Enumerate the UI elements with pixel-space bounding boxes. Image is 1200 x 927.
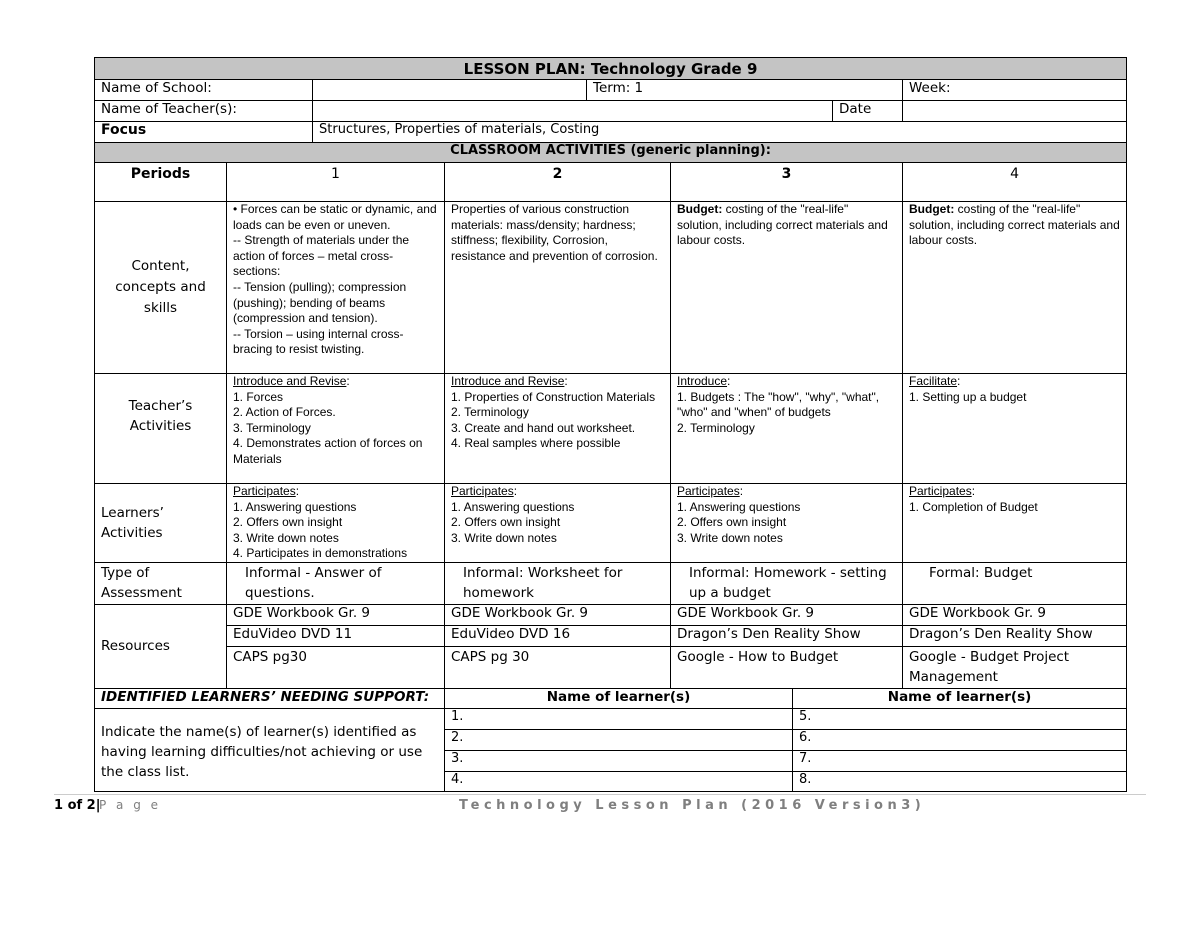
activity-item: 3. Write down notes [233,530,339,545]
resource-cell: GDE Workbook Gr. 9 [445,604,671,625]
content-text: costing of the "real-life" solution, including correct materials and labour costs. [677,202,888,248]
activity-heading: Introduce [677,374,728,388]
activity-heading: Facilitate [909,374,958,388]
learner-slot-5[interactable]: 5. [793,708,1127,729]
footer-divider [54,794,1146,795]
content-text: costing of the "real-life" solution, including correct materials and labour costs. [909,202,1120,248]
teacher-label: Name of Teacher(s): [95,101,313,122]
content-period-4 [903,202,1127,374]
learner-activities-period-2: Participates: 1. Answering questions 2. Offers own insight 3. Write down notes [445,484,671,563]
teacher-activities-label: Teacher’s Activities [95,374,227,484]
date-label: Date [833,101,903,122]
assessment-period-1: Informal - Answer of questions. [227,562,445,604]
learner-activities-period-4: Participates: 1. Completion of Budget [903,484,1127,563]
lesson-plan-table [94,57,1127,792]
content-line: • Forces can be static or dynamic, and loads can be even or uneven. [233,202,437,232]
teacher-activities-period-1: Introduce and Revise: 1. Forces 2. Action of Forces. 3. Terminology 4. Demonstrates action of forces on Materials [227,374,445,484]
activity-item: 4. Participates in demonstrations [233,546,408,561]
term-field[interactable]: Term: 1 [587,80,903,101]
activity-item: 2. Terminology [451,405,529,420]
content-line: -- Tension (pulling); compression (pushing); bending of beams (compression and tension). [233,279,407,326]
learner-slot-3[interactable]: 3. [445,750,793,771]
activity-item: 1. Properties of Construction Materials [451,389,656,404]
period-2: 2 [445,163,671,202]
activity-item: 3. Create and hand out worksheet. [451,420,636,435]
activity-item: 1. Completion of Budget [909,499,1038,514]
assessment-period-3: Informal: Homework - setting up a budget [671,562,903,604]
activity-heading: Introduce and Revise [233,374,347,388]
activity-heading: Participates [233,484,296,498]
resource-cell: Dragon’s Den Reality Show [671,625,903,646]
date-field[interactable] [903,101,1127,122]
teacher-activities-period-4: Facilitate: 1. Setting up a budget [903,374,1127,484]
learner-slot-7[interactable]: 7. [793,750,1127,771]
assessment-period-2: Informal: Worksheet for homework [445,562,671,604]
week-field[interactable]: Week: [903,80,1127,101]
activity-item: 2. Terminology [677,420,755,435]
resources-label: Resources [95,604,227,688]
resource-cell: Google - Budget Project Management [903,646,1127,688]
activity-item: 2. Offers own insight [233,515,343,530]
activity-item: 3. Write down notes [677,530,783,545]
activity-item: 1. Answering questions [233,499,357,514]
learner-slot-8[interactable]: 8. [793,771,1127,791]
learner-slot-2[interactable]: 2. [445,729,793,750]
content-period-1 [227,202,445,374]
activity-item: 1. Forces [233,389,284,404]
resource-cell: GDE Workbook Gr. 9 [671,604,903,625]
teacher-activities-period-3: Introduce: 1. Budgets : The "how", "why", "what", "who" and "when" of budgets 2. Terminology [671,374,903,484]
activities-heading: CLASSROOM ACTIVITIES (generic planning): [95,143,1127,163]
learner-name-heading-left: Name of learner(s) [445,688,793,708]
activity-item: 4. Real samples where possible [451,436,621,451]
content-label: Content, concepts and skills [95,202,227,374]
content-line: Properties of various construction materials: mass/density; hardness; stiffness; flexibility, Corrosion, resistance and prevention of corrosion. [451,202,658,263]
content-line: -- Torsion – using internal cross-bracing to resist twisting. [233,326,404,357]
content-line: -- Strength of materials under the action of forces – metal cross-sections: [233,233,410,279]
resource-cell: CAPS pg30 [227,646,445,688]
period-4: 4 [903,163,1127,202]
learner-name-heading-right: Name of learner(s) [793,688,1127,708]
page-word: P a g e [99,798,162,812]
learner-activities-label: Learners’ Activities [95,484,227,563]
school-label: Name of School: [95,80,313,101]
activity-item: 2. Offers own insight [677,515,787,530]
activity-item: 3. Terminology [233,420,311,435]
support-heading: IDENTIFIED LEARNERS’ NEEDING SUPPORT: [95,688,445,708]
document-title: Technology Lesson Plan (2016 Version3) [459,798,926,813]
activity-item: 1. Answering questions [451,499,575,514]
assessment-period-4: Formal: Budget [903,562,1127,604]
content-period-3 [671,202,903,374]
teacher-field[interactable] [313,101,833,122]
resource-cell: EduVideo DVD 11 [227,625,445,646]
periods-label: Periods [95,163,227,202]
page-title: LESSON PLAN: Technology Grade 9 [95,58,1127,80]
resource-cell: CAPS pg 30 [445,646,671,688]
resource-cell: EduVideo DVD 16 [445,625,671,646]
assessment-label: Type of Assessment [95,562,227,604]
activity-item: 1. Answering questions [677,499,801,514]
support-instruction: Indicate the name(s) of learner(s) identified as having learning difficulties/not achieving or use the class list. [95,708,445,791]
activity-heading: Participates [677,484,740,498]
activity-heading: Participates [909,484,972,498]
period-3: 3 [671,163,903,202]
content-period-2 [445,202,671,374]
activity-item: 2. Offers own insight [451,515,561,530]
period-1: 1 [227,163,445,202]
budget-label: Budget: [909,202,955,216]
budget-label: Budget: [677,202,723,216]
activity-heading: Introduce and Revise [451,374,565,388]
resource-cell: GDE Workbook Gr. 9 [227,604,445,625]
learner-activities-period-3: Participates: 1. Answering questions 2. Offers own insight 3. Write down notes [671,484,903,563]
learner-slot-6[interactable]: 6. [793,729,1127,750]
activity-item: 1. Budgets : The "how", "why", "what", "who" and "when" of budgets [677,389,880,420]
learner-slot-4[interactable]: 4. [445,771,793,791]
resource-cell: Google - How to Budget [671,646,903,688]
activity-item: 2. Action of Forces. [233,405,336,420]
teacher-activities-period-2: Introduce and Revise: 1. Properties of Construction Materials 2. Terminology 3. Create and hand out worksheet. 4. Real samples where possible [445,374,671,484]
focus-label: Focus [95,122,313,143]
learner-activities-period-1: Participates: 1. Answering questions 2. Offers own insight 3. Write down notes 4. Participates in demonstrations [227,484,445,563]
activity-item: 4. Demonstrates action of forces on Materials [233,436,423,466]
resource-cell: GDE Workbook Gr. 9 [903,604,1127,625]
activity-heading: Participates [451,484,514,498]
resource-cell: Dragon’s Den Reality Show [903,625,1127,646]
page-number: 1 of 2| [54,798,101,813]
school-field[interactable] [313,80,587,101]
activity-item: 3. Write down notes [451,530,557,545]
focus-value: Structures, Properties of materials, Costing [313,122,1127,143]
activity-item: 1. Setting up a budget [909,389,1027,404]
learner-slot-1[interactable]: 1. [445,708,793,729]
